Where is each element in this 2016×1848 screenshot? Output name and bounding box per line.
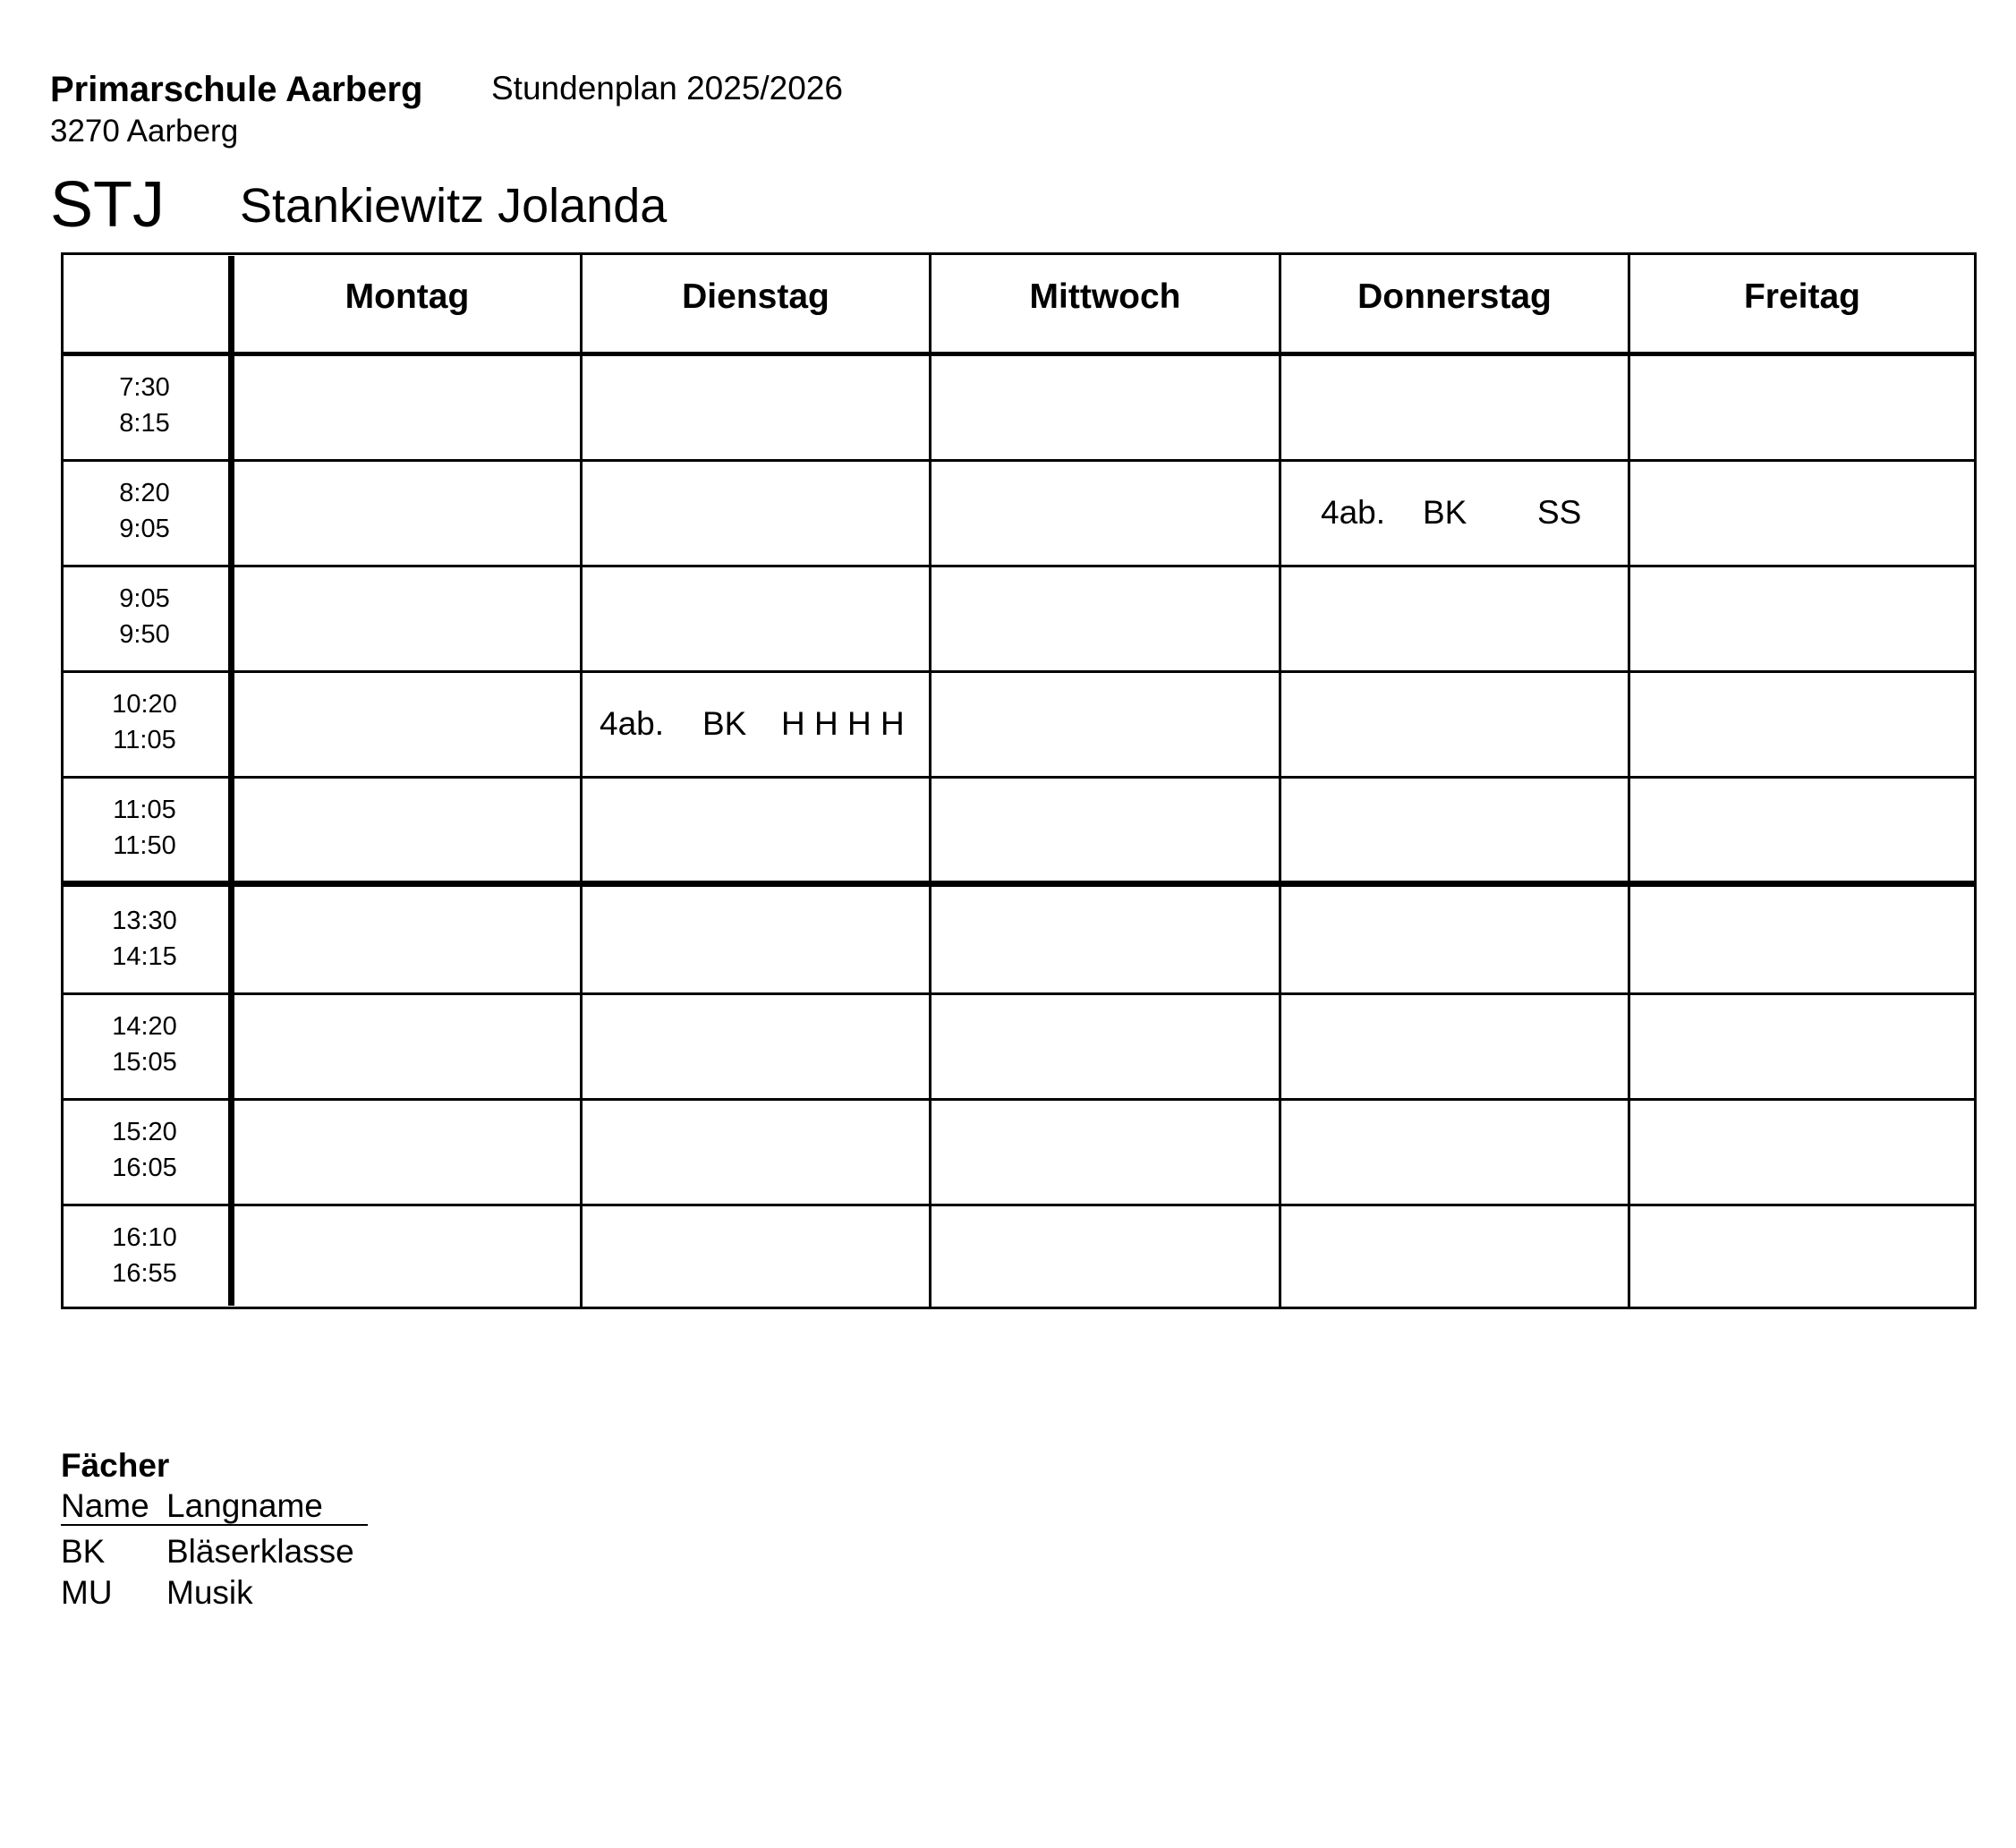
day-header-montag: Montag: [345, 277, 470, 316]
time-end: 16:55: [112, 1259, 177, 1288]
lesson-class: 4ab.: [600, 705, 665, 742]
time-slot: [61, 581, 228, 652]
row-separator: [64, 565, 1974, 567]
day-header-donnerstag: Donnerstag: [1357, 277, 1552, 316]
lesson-room: SS: [1537, 494, 1582, 531]
time-start: 9:05: [119, 584, 170, 613]
time-end: 8:15: [119, 409, 170, 438]
column-separator: [580, 252, 583, 1307]
time-slot: [61, 1220, 228, 1291]
lunch-separator: [64, 881, 1974, 887]
time-start: 8:20: [119, 479, 170, 507]
time-slot: [61, 792, 228, 864]
legend-item-longname: Bläserklasse: [166, 1533, 354, 1570]
row-separator: [64, 992, 1974, 995]
time-slot: [61, 475, 228, 547]
day-header-mittwoch: Mittwoch: [1029, 277, 1181, 316]
time-start: 7:30: [119, 373, 170, 402]
lesson-subject: BK: [1423, 494, 1467, 531]
grid-border-right: [1974, 252, 1977, 1309]
legend-item-name: MU: [61, 1574, 113, 1611]
lesson-entry-donnerstag: [1281, 494, 1628, 533]
row-separator: [64, 1098, 1974, 1101]
lesson-class: 4ab.: [1321, 494, 1386, 531]
timetable-grid: [61, 252, 1977, 1309]
lesson-entry-dienstag: [583, 705, 929, 745]
time-end: 9:05: [119, 515, 170, 543]
grid-border-bottom: [61, 1307, 1977, 1309]
column-separator: [1628, 252, 1630, 1307]
lesson-room: H H H H: [781, 705, 905, 742]
time-slot: [61, 1009, 228, 1080]
time-start: 14:20: [112, 1012, 177, 1041]
time-start: 16:10: [112, 1223, 177, 1252]
time-start: 13:30: [112, 907, 177, 935]
time-slot: [61, 686, 228, 758]
time-slot: [61, 370, 228, 441]
legend-item-longname: Musik: [166, 1574, 253, 1611]
school-name: Primarschule Aarberg: [50, 70, 423, 109]
time-slot: [61, 903, 228, 975]
time-end: 16:05: [112, 1154, 177, 1182]
time-end: 15:05: [112, 1048, 177, 1077]
lesson-subject: BK: [702, 705, 747, 742]
time-start: 15:20: [112, 1118, 177, 1146]
plan-title: Stundenplan 2025/2026: [491, 70, 843, 106]
row-separator: [64, 776, 1974, 779]
row-separator: [64, 459, 1974, 462]
column-separator: [929, 252, 931, 1307]
time-end: 9:50: [119, 620, 170, 649]
day-header-dienstag: Dienstag: [682, 277, 829, 316]
time-end: 11:50: [113, 831, 176, 860]
teacher-code: STJ: [50, 169, 166, 241]
time-start: 11:05: [113, 796, 176, 824]
legend-item-name: BK: [61, 1533, 106, 1570]
teacher-name: Stankiewitz Jolanda: [240, 179, 668, 233]
legend-header-underline: [61, 1524, 368, 1526]
grid-border-top: [61, 252, 1977, 255]
time-end: 14:15: [112, 942, 177, 971]
row-separator: [64, 1204, 1974, 1206]
day-header-freitag: Freitag: [1743, 277, 1861, 316]
time-slot: [61, 1114, 228, 1186]
row-separator: [64, 670, 1974, 673]
legend-column-longname: Langname: [166, 1487, 323, 1524]
school-city: 3270 Aarberg: [50, 114, 239, 149]
legend-title: Fächer: [61, 1447, 170, 1484]
time-column-separator: [228, 256, 234, 1306]
time-start: 10:20: [112, 690, 177, 719]
header-separator: [64, 352, 1974, 356]
legend-column-name: Name: [61, 1487, 149, 1524]
time-end: 11:05: [113, 726, 176, 754]
column-separator: [1279, 252, 1281, 1307]
